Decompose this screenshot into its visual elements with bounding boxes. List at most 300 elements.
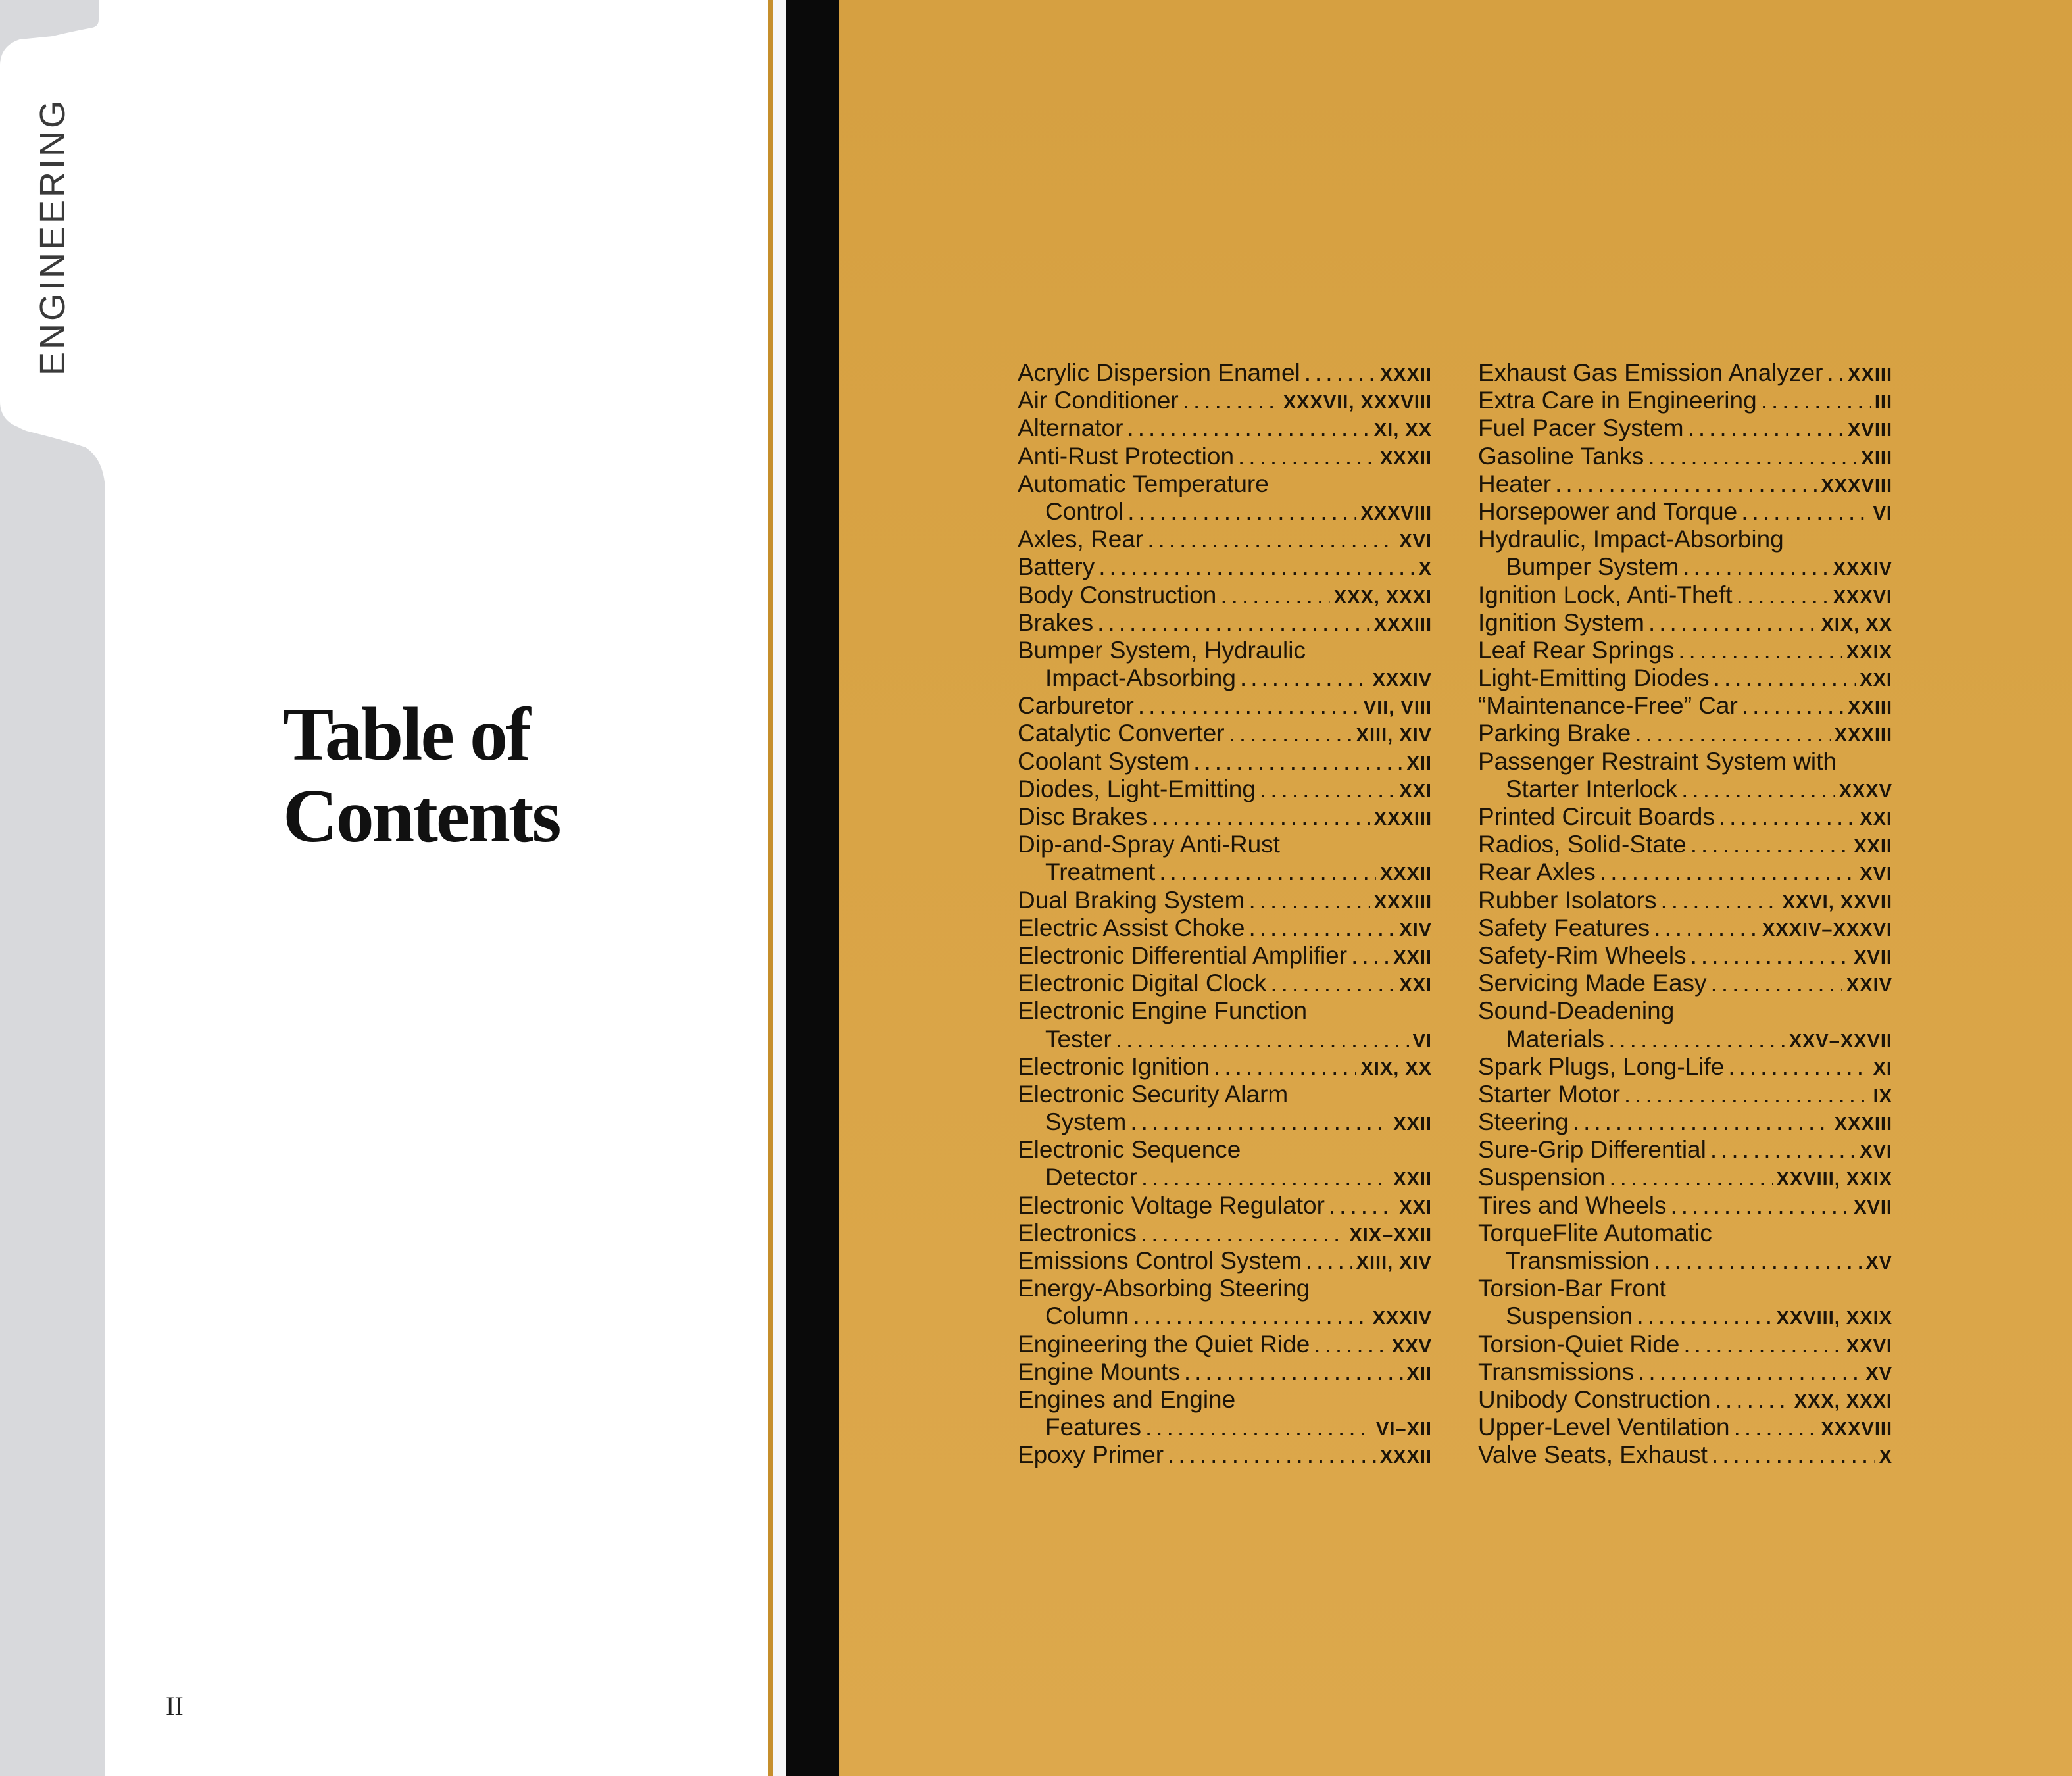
index-entry — [1478, 692, 1892, 720]
index-entry — [1478, 637, 1892, 664]
index-entry-leader — [1141, 1220, 1345, 1247]
index-entry-page: XXVI — [1846, 1335, 1892, 1357]
index-entry — [1478, 1247, 1892, 1275]
index-entry — [1478, 553, 1892, 581]
index-entry — [1018, 858, 1432, 886]
index-entry-page: XXXIV — [1833, 558, 1892, 580]
index-entry-leader — [1715, 1386, 1790, 1414]
index-entry — [1018, 970, 1432, 997]
binding-gutter — [786, 0, 839, 1776]
index-entry-page: XXXVIII — [1821, 1419, 1892, 1441]
index-entry — [1478, 748, 1892, 776]
tab-label — [13, 92, 92, 382]
index-entry-leader — [1145, 1414, 1372, 1441]
index-entry-term: Electronic Voltage Regulator — [1018, 1191, 1325, 1219]
index-entry-page: XXXIV–XXXVI — [1762, 919, 1892, 941]
index-entry-page: XXXVIII — [1360, 503, 1432, 524]
index-entry-term: Valve Seats, Exhaust — [1478, 1441, 1708, 1469]
index-entry-page: XXIX — [1846, 641, 1892, 663]
index-entry-leader — [1141, 1164, 1389, 1191]
index-entry-page: XXV — [1391, 1335, 1432, 1357]
index-entry-page: XIII, XIV — [1356, 1252, 1432, 1273]
index-entry-term: Electronic Sequence — [1018, 1136, 1241, 1164]
index-entry-term: Electronic Security Alarm — [1018, 1080, 1289, 1108]
index-entry — [1478, 498, 1892, 526]
index-entry — [1478, 359, 1892, 387]
index-entry-term: Detector — [1045, 1164, 1137, 1191]
index-entry-page: XI — [1873, 1058, 1892, 1079]
index-entry-term: Ignition Lock, Anti-Theft — [1478, 581, 1733, 608]
index-entry-page: XXI — [1399, 1196, 1432, 1218]
index-entry-term: Fuel Pacer System — [1478, 414, 1684, 442]
index-entry — [1018, 609, 1432, 637]
index-entry — [1478, 997, 1892, 1025]
index-entry-page: XVII — [1854, 947, 1892, 968]
index-entry-page: XXXIII — [1834, 1114, 1892, 1135]
index-entry-leader — [1609, 1164, 1772, 1191]
index-entry-term: Gasoline Tanks — [1478, 442, 1644, 470]
index-entry-leader — [1742, 692, 1844, 720]
index-entry-leader — [1660, 887, 1778, 914]
index-entry-page: XXII — [1393, 1169, 1432, 1191]
index-entry-page: XV — [1865, 1252, 1892, 1273]
index-entry-term: Control — [1045, 497, 1124, 525]
index-entry-term: Electronic Ignition — [1018, 1052, 1210, 1080]
index-entry — [1018, 1441, 1432, 1469]
index-entry-page: XXII — [1393, 947, 1432, 968]
index-entry-leader — [1710, 1136, 1856, 1164]
index-entry-leader — [1714, 664, 1856, 692]
index-entry — [1478, 803, 1892, 831]
index-entry-page: XXXIII — [1373, 808, 1432, 829]
index-entry-leader — [1728, 1053, 1869, 1081]
index-entry-leader — [1351, 942, 1389, 970]
index-entry-page: VI — [1412, 1030, 1432, 1052]
index-entry-term: Engine Mounts — [1018, 1358, 1180, 1385]
index-entry-leader — [1329, 1192, 1395, 1220]
index-entry-leader — [1690, 942, 1850, 970]
index-entry-term: Unibody Construction — [1478, 1385, 1711, 1413]
index-entry-page: XXI — [1399, 975, 1432, 997]
index-entry-term: Electronic Digital Clock — [1018, 970, 1267, 997]
page-title — [283, 694, 560, 857]
index-entry — [1478, 1081, 1892, 1108]
page-gap — [773, 0, 786, 1776]
index-entry — [1018, 997, 1432, 1025]
index-entry-leader — [1220, 581, 1329, 609]
index-entry-term: Safety-Rim Wheels — [1478, 941, 1687, 969]
index-entry-term: Dual Braking System — [1018, 886, 1245, 914]
index-entry-term: Bumper System, Hydraulic — [1018, 636, 1306, 664]
index-entry-term: Treatment — [1045, 858, 1156, 886]
index-entry — [1018, 581, 1432, 609]
index-entry-term: Rear Axles — [1478, 858, 1596, 886]
index-entry-leader — [1130, 1108, 1389, 1136]
index-entry — [1018, 1414, 1432, 1441]
index-entry-leader — [1712, 1441, 1875, 1469]
index-entry — [1018, 1025, 1432, 1053]
index-entry-term: Engines and Engine — [1018, 1385, 1236, 1413]
index-entry-leader — [1133, 1302, 1369, 1330]
index-entry-page: XXII — [1393, 1114, 1432, 1135]
index-entry-term: Torsion-Quiet Ride — [1478, 1330, 1680, 1358]
index-entry — [1018, 914, 1432, 942]
page-number: II — [166, 1691, 184, 1721]
index-entry — [1018, 387, 1432, 414]
index-entry — [1018, 526, 1432, 553]
index-entry — [1018, 1220, 1432, 1247]
index-entry-leader — [1654, 1247, 1862, 1275]
index-entry-term: Passenger Restraint System with — [1478, 747, 1837, 775]
index-entry — [1478, 914, 1892, 942]
index-entry-page: XII — [1406, 1363, 1432, 1385]
index-entry-term: Leaf Rear Springs — [1478, 636, 1675, 664]
index-entry — [1018, 664, 1432, 692]
index-entry-term: Acrylic Dispersion Enamel — [1018, 359, 1300, 386]
index-entry-leader — [1637, 1302, 1772, 1330]
index-entry — [1478, 414, 1892, 442]
index-entry-leader — [1097, 609, 1370, 637]
index-entry-term: Suspension — [1506, 1302, 1633, 1330]
index-entry — [1018, 692, 1432, 720]
index-entry-page: XXX, XXXI — [1333, 586, 1432, 608]
index-entry-leader — [1168, 1441, 1376, 1469]
index-entry — [1478, 858, 1892, 886]
index-entry-leader — [1151, 803, 1369, 831]
index-entry-leader — [1184, 1358, 1403, 1386]
index-entry-page: XXXIII — [1373, 614, 1432, 635]
index-entry — [1478, 1108, 1892, 1136]
index-entry-page: XXI — [1399, 780, 1432, 802]
index-entry-leader — [1193, 748, 1402, 776]
index-entry — [1018, 1053, 1432, 1081]
index-entry-term: System — [1045, 1108, 1127, 1136]
index-entry-leader — [1127, 414, 1369, 442]
index-entry — [1478, 1275, 1892, 1302]
index-entry-page: XXIII — [1848, 364, 1892, 385]
index-entry — [1018, 470, 1432, 498]
index-entry — [1478, 776, 1892, 803]
index-entry-term: Exhaust Gas Emission Analyzer — [1478, 359, 1823, 386]
index-entry — [1018, 942, 1432, 970]
index-entry-page: XXXVI — [1833, 586, 1892, 608]
index-entry-term: Diodes, Light-Emitting — [1018, 775, 1256, 802]
index-entry-page: XIII, XIV — [1356, 725, 1432, 747]
index-entry-page: X — [1879, 1446, 1892, 1468]
index-entry-term: Suspension — [1478, 1164, 1606, 1191]
index-entry-term: Dip-and-Spray Anti-Rust — [1018, 831, 1280, 858]
index-entry-leader — [1719, 803, 1856, 831]
index-entry-leader — [1654, 914, 1758, 942]
index-entry-page: XV — [1865, 1363, 1892, 1385]
index-entry-term: Coolant System — [1018, 747, 1190, 775]
index-entry-term: Radios, Solid-State — [1478, 831, 1687, 858]
index-entry-term: Electric Assist Choke — [1018, 914, 1245, 941]
index-entry-term: Anti-Rust Protection — [1018, 442, 1235, 470]
index-entry — [1478, 1136, 1892, 1164]
index-entry-page: XIX–XXII — [1349, 1224, 1432, 1246]
index-entry-term: Features — [1045, 1414, 1142, 1441]
index-entry — [1478, 1164, 1892, 1191]
index-entry-term: Brakes — [1018, 608, 1094, 636]
index-entry — [1018, 359, 1432, 387]
index-column-left — [1018, 359, 1432, 1469]
index-entry-leader — [1624, 1081, 1869, 1108]
index-entry — [1478, 720, 1892, 747]
page-shape — [0, 0, 773, 1776]
index-entry-leader — [1240, 664, 1369, 692]
index-entry-leader — [1638, 1358, 1862, 1386]
index-entry-term: Sure-Grip Differential — [1478, 1136, 1706, 1164]
index-entry — [1018, 637, 1432, 664]
index-entry — [1018, 498, 1432, 526]
index-entry — [1478, 1414, 1892, 1441]
index-entry-page: XXVIII, XXIX — [1776, 1308, 1892, 1329]
index-entry — [1478, 1053, 1892, 1081]
index-entry-leader — [1648, 609, 1817, 637]
index-entry-term: Transmission — [1506, 1247, 1650, 1274]
index-entry-term: Air Conditioner — [1018, 387, 1179, 414]
index-entry-term: Light-Emitting Diodes — [1478, 664, 1710, 692]
gold-page-edge — [768, 0, 773, 1776]
index-entry-term: Catalytic Converter — [1018, 720, 1225, 747]
index-entry-term: Impact-Absorbing — [1045, 664, 1236, 692]
index-entry-term: Electronic Engine Function — [1018, 997, 1308, 1025]
index-entry-page: XXXII — [1379, 864, 1432, 885]
index-entry — [1478, 581, 1892, 609]
index-entry — [1018, 1358, 1432, 1386]
index-entry-leader — [1127, 498, 1356, 526]
left-page — [0, 0, 773, 1776]
index-entry-term: Column — [1045, 1302, 1129, 1330]
index-entry-leader — [1260, 776, 1395, 803]
index-column-right — [1478, 359, 1892, 1469]
index-entry-page: XVI — [1860, 864, 1892, 885]
index-entry-page: XXX, XXXI — [1794, 1391, 1892, 1412]
index-entry-term: Electronic Differential Amplifier — [1018, 941, 1348, 969]
index-entry — [1018, 803, 1432, 831]
index-entry — [1018, 1275, 1432, 1302]
index-entry — [1018, 1302, 1432, 1330]
index-entry-leader — [1681, 776, 1835, 803]
index-entry — [1018, 443, 1432, 470]
index-entry-leader — [1741, 498, 1869, 526]
index-entry-term: Body Construction — [1018, 581, 1217, 608]
index-entry-term: TorqueFlite Automatic — [1478, 1219, 1712, 1246]
index-entry-leader — [1214, 1053, 1356, 1081]
index-entry-leader — [1635, 720, 1830, 747]
index-entry-term: Transmissions — [1478, 1358, 1635, 1385]
index-entry-term: Axles, Rear — [1018, 526, 1144, 553]
index-entry-leader — [1711, 970, 1842, 997]
index-entry-page: XXIV — [1846, 975, 1892, 997]
index-entry-term: Energy-Absorbing Steering — [1018, 1275, 1310, 1302]
index-entry-leader — [1678, 637, 1842, 664]
index-entry — [1018, 748, 1432, 776]
index-entry — [1018, 553, 1432, 581]
index-entry-leader — [1270, 970, 1395, 997]
index-entry-page: XXXII — [1379, 1446, 1432, 1468]
index-entry-page: XIII — [1861, 447, 1892, 469]
index-entry — [1478, 1441, 1892, 1469]
index-entry-term: Engineering the Quiet Ride — [1018, 1330, 1310, 1358]
index-entry-page: XXXVII, XXXVIII — [1283, 392, 1432, 414]
index-entry-leader — [1734, 1414, 1817, 1441]
index-entry-leader — [1238, 443, 1376, 470]
page-title-line-2: Contents — [283, 774, 560, 858]
index-entry-term: Battery — [1018, 553, 1095, 581]
index-entry — [1018, 720, 1432, 747]
index-entry — [1018, 887, 1432, 914]
index-entry-leader — [1555, 470, 1817, 498]
index-entry — [1018, 1247, 1432, 1275]
index-entry-term: Servicing Made Easy — [1478, 970, 1707, 997]
index-entry — [1478, 1192, 1892, 1220]
index-entry — [1018, 831, 1432, 858]
index-entry-term: Spark Plugs, Long-Life — [1478, 1052, 1725, 1080]
index-entry-page: XIV — [1399, 919, 1432, 941]
index-entry-page: XXI — [1860, 670, 1892, 691]
index-entry-term: Starter Motor — [1478, 1080, 1620, 1108]
index-entry-page: XII — [1406, 752, 1432, 774]
index-entry-term: Bumper System — [1506, 553, 1679, 581]
index-entry-leader — [1671, 1192, 1850, 1220]
index-entry-leader — [1116, 1025, 1409, 1053]
index-entry — [1478, 1025, 1892, 1053]
index-entry-page: XVII — [1854, 1196, 1892, 1218]
index-entry — [1478, 470, 1892, 498]
index-entry-term: Parking Brake — [1478, 720, 1631, 747]
index-entry-page: X — [1418, 558, 1432, 580]
index-entry-page: XXXII — [1379, 447, 1432, 469]
index-entry-leader — [1306, 1247, 1352, 1275]
index-entry-term: Torsion-Bar Front — [1478, 1275, 1666, 1302]
index-entry-term: Emissions Control System — [1018, 1247, 1302, 1274]
index-entry-page: XXXIV — [1372, 670, 1432, 691]
index-entry-leader — [1827, 359, 1844, 387]
index-entry-term: Extra Care in Engineering — [1478, 387, 1757, 414]
index-entry-page: XXI — [1860, 808, 1892, 829]
index-entry-page: XXXIII — [1834, 725, 1892, 747]
index-entry — [1478, 942, 1892, 970]
index-entry-leader — [1737, 581, 1829, 609]
index-entry-page: XVI — [1399, 531, 1432, 553]
index-entry-term: Epoxy Primer — [1018, 1441, 1164, 1469]
index-entry-page: III — [1874, 392, 1892, 414]
index-entry-leader — [1159, 858, 1376, 886]
index-entry-page: XXXIV — [1372, 1308, 1432, 1329]
index-entry-term: Steering — [1478, 1108, 1569, 1136]
index-entry-page: XIX, XX — [1821, 614, 1892, 635]
index-entry-leader — [1688, 414, 1844, 442]
index-entry-term: Tester — [1045, 1025, 1112, 1052]
index-entry — [1478, 1220, 1892, 1247]
index-entry — [1018, 1108, 1432, 1136]
page-title-line-1: Table of — [283, 693, 530, 777]
index-entry-leader — [1138, 692, 1360, 720]
index-entry-term: Sound-Deadening — [1478, 997, 1675, 1025]
index-entry-leader — [1314, 1331, 1388, 1358]
index-entry — [1478, 609, 1892, 637]
index-entry — [1018, 1164, 1432, 1191]
index-entry — [1018, 1081, 1432, 1108]
index-entry-term: Tires and Wheels — [1478, 1191, 1667, 1219]
index-entry-leader — [1229, 720, 1352, 747]
index-entry-page: XVI — [1860, 1141, 1892, 1163]
index-entry-leader — [1648, 443, 1857, 470]
index-entry-term: Carburetor — [1018, 692, 1134, 720]
index-entry — [1478, 1331, 1892, 1358]
index-entry-term: Materials — [1506, 1025, 1605, 1052]
index-entry-leader — [1683, 1331, 1842, 1358]
index-entry-page: XXVIII, XXIX — [1776, 1169, 1892, 1191]
index-entry — [1478, 1358, 1892, 1386]
index-entry-term: Starter Interlock — [1506, 775, 1678, 802]
index-entry-page: IX — [1873, 1085, 1892, 1107]
index-entry — [1018, 414, 1432, 442]
index-entry — [1478, 887, 1892, 914]
index-entry-term: Upper-Level Ventilation — [1478, 1414, 1730, 1441]
index-entry-term: Alternator — [1018, 414, 1123, 442]
index-entry-page: XXVI, XXVII — [1782, 891, 1892, 913]
index-entry-page: VII, VIII — [1363, 697, 1432, 719]
index-entry-page: XXV–XXVII — [1788, 1030, 1892, 1052]
index-entry — [1018, 1331, 1432, 1358]
index-entry-leader — [1690, 831, 1850, 858]
index-entry-leader — [1608, 1025, 1785, 1053]
index-entry-term: Ignition System — [1478, 608, 1644, 636]
index-entry — [1478, 1302, 1892, 1330]
index-entry-page: VI–XII — [1376, 1419, 1432, 1441]
tab-label-text: ENGINEERING — [33, 97, 72, 376]
index-entry-term: Horsepower and Torque — [1478, 497, 1738, 525]
index-entry-page: XI, XX — [1373, 420, 1432, 441]
index-entry — [1478, 831, 1892, 858]
index-entry — [1018, 1136, 1432, 1164]
index-entry-term: Automatic Temperature — [1018, 470, 1269, 497]
index-entry-leader — [1248, 887, 1369, 914]
index-entry — [1018, 1192, 1432, 1220]
index-entry-term: Rubber Isolators — [1478, 886, 1657, 914]
index-entry-page: XXXII — [1379, 364, 1432, 385]
index-entry-page: VI — [1873, 503, 1892, 524]
index-entry — [1478, 526, 1892, 553]
index-entry-page: XXII — [1854, 836, 1892, 858]
index-entry-term: “Maintenance-Free” Car — [1478, 692, 1738, 720]
index-entry-leader — [1600, 858, 1856, 886]
index-entry-page: XIX, XX — [1360, 1058, 1432, 1079]
index-entry-term: Safety Features — [1478, 914, 1650, 941]
index-entry-page: XXXVIII — [1821, 475, 1892, 497]
index-entry-page: XXXV — [1838, 780, 1892, 802]
index-entry — [1018, 776, 1432, 803]
index-entry-leader — [1183, 387, 1279, 414]
index-entry-leader — [1304, 359, 1376, 387]
index-entry-leader — [1683, 553, 1829, 581]
index-entry-term: Hydraulic, Impact-Absorbing — [1478, 526, 1784, 553]
index-entry-term: Electronics — [1018, 1219, 1137, 1246]
index-entry-term: Printed Circuit Boards — [1478, 803, 1715, 830]
index-entry — [1018, 1386, 1432, 1414]
index-entry-leader — [1573, 1108, 1831, 1136]
index-entry — [1478, 664, 1892, 692]
index-entry-page: XXXIII — [1373, 891, 1432, 913]
index-entry-leader — [1147, 526, 1395, 553]
index-entry-leader — [1098, 553, 1414, 581]
index-entry-page: XVIII — [1848, 420, 1892, 441]
index-entry-page: XXIII — [1848, 697, 1892, 719]
index-entry-term: Heater — [1478, 470, 1552, 497]
